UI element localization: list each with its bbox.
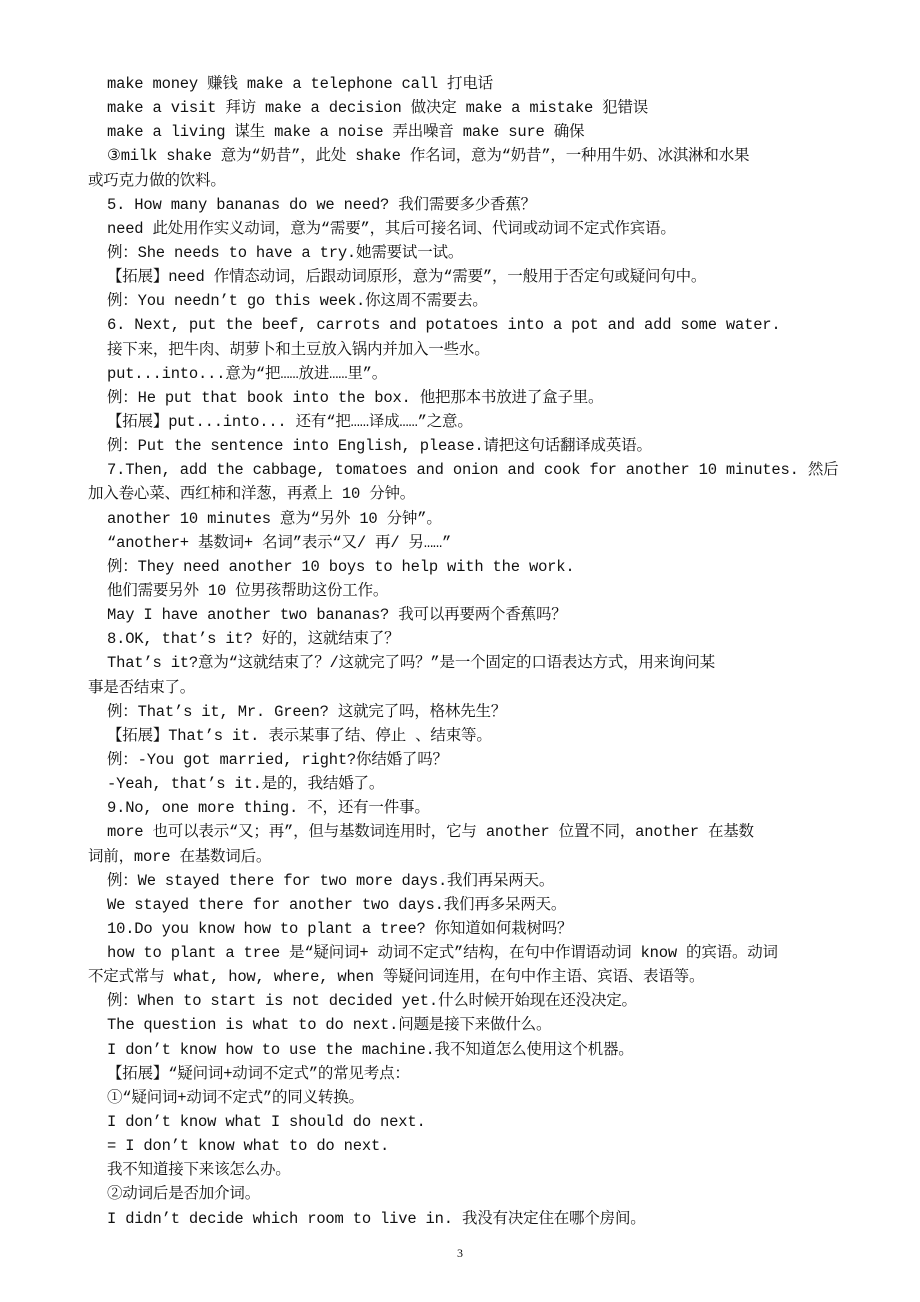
- text-line: 接下来，把牛肉、胡萝卜和土豆放入锅内并加入一些水。: [107, 340, 490, 359]
- text-line: 【拓展】put...into... 还有“把……译成……”之意。: [107, 412, 473, 431]
- text-line: more 也可以表示“又；再”，但与基数词连用时，它与 another 位置不同，another 在基数: [107, 823, 754, 842]
- text-line: = I don’t know what to do next.: [107, 1137, 390, 1156]
- text-line: 例：You needn’t go this week.你这周不需要去。: [107, 292, 488, 311]
- text-line: I don’t know how to use the machine.我不知道怎么使用这个机器。: [107, 1040, 634, 1059]
- text-line: The question is what to do next.问题是接下来做什么。: [107, 1016, 552, 1035]
- text-line: I didn’t decide which room to live in. 我没有决定住在哪个房间。: [107, 1209, 646, 1228]
- text-line: make a visit 拜访 make a decision 做决定 make a mistake 犯错误: [107, 99, 649, 118]
- text-line: That’s it?意为“这就结束了？/这就完了吗？”是一个固定的口语表达方式，用来询问某: [107, 654, 715, 673]
- text-line: 例：She needs to have a try.她需要试一试。: [107, 243, 464, 262]
- text-line: 6. Next, put the beef, carrots and potatoes into a pot and add some water.: [107, 316, 781, 335]
- text-line: We stayed there for another two days.我们再多呆两天。: [107, 895, 567, 914]
- text-line: 例：We stayed there for two more days.我们再呆两天。: [107, 871, 555, 890]
- document-body: [88, 72, 868, 1231]
- text-line: how to plant a tree 是“疑问词+ 动词不定式”结构，在句中作谓语动词 know 的宾语。动词: [107, 944, 778, 963]
- text-line: 加入卷心菜、西红柿和洋葱，再煮上 10 分钟。: [88, 485, 416, 504]
- text-line: May I have another two bananas? 我可以再要两个香蕉吗？: [107, 606, 567, 625]
- text-line: 例：Put the sentence into English, please.请把这句话翻译成英语。: [107, 437, 652, 456]
- text-line: “another+ 基数词+ 名词”表示“又/ 再/ 另……”: [107, 533, 452, 552]
- text-line: 8.OK, that’s it? 好的，这就结束了？: [107, 630, 400, 649]
- text-line: 【拓展】“疑问词+动词不定式”的常见考点：: [107, 1064, 410, 1083]
- text-line: -Yeah, that’s it.是的，我结婚了。: [107, 775, 385, 794]
- text-line: 5. How many bananas do we need? 我们需要多少香蕉？: [107, 195, 536, 214]
- text-line: 例：He put that book into the box. 他把那本书放进了盒子里。: [107, 388, 604, 407]
- text-line: I don’t know what I should do next.: [107, 1113, 426, 1132]
- text-line: 例：-You got married, right?你结婚了吗？: [107, 750, 448, 769]
- text-line: 10.Do you know how to plant a tree? 你知道如何栽树吗？: [107, 919, 573, 938]
- text-line: ①“疑问词+动词不定式”的同义转换。: [107, 1088, 364, 1107]
- text-line: 不定式常与 what, how, where, when 等疑问词连用，在句中作主语、宾语、表语等。: [88, 968, 705, 987]
- text-line: 例：That’s it, Mr. Green? 这就完了吗，格林先生？: [107, 702, 507, 721]
- text-line: 他们需要另外 10 位男孩帮助这份工作。: [107, 581, 389, 600]
- text-line: make money 赚钱 make a telephone call 打电话: [107, 75, 493, 93]
- text-line: 【拓展】need 作情态动词，后跟动词原形，意为“需要”，一般用于否定句或疑问句中。: [107, 268, 707, 287]
- text-line: 或巧克力做的饮料。: [88, 171, 226, 190]
- text-line: 9.No, one more thing. 不，还有一件事。: [107, 799, 430, 818]
- text-line: 词前，more 在基数词后。: [88, 847, 272, 866]
- text-line: 事是否结束了。: [88, 678, 196, 697]
- text-line: make a living 谋生 make a noise 弄出噪音 make sure 确保: [107, 123, 585, 142]
- text-line: 我不知道接下来该怎么办。: [107, 1161, 291, 1180]
- text-line: put...into...意为“把……放进……里”。: [107, 364, 388, 383]
- text-line: ③milk shake 意为“奶昔”，此处 shake 作名词，意为“奶昔”，一种用牛奶、冰淇淋和水果: [107, 147, 750, 166]
- text-line: need 此处用作实义动词，意为“需要”，其后可接名词、代词或动词不定式作宾语。: [107, 219, 676, 238]
- text-line: 7.Then, add the cabbage, tomatoes and onion and cook for another 10 minutes. 然后: [107, 461, 839, 480]
- page-number: 3: [457, 1246, 463, 1260]
- text-line: another 10 minutes 意为“另外 10 分钟”。: [107, 509, 442, 528]
- text-line: ②动词后是否加介词。: [107, 1185, 261, 1204]
- text-line: 例：When to start is not decided yet.什么时候开始现在还没决定。: [107, 992, 637, 1011]
- text-line: 【拓展】That’s it. 表示某事了结、停止 、结束等。: [107, 726, 492, 745]
- text-line: 例：They need another 10 boys to help with the work.: [107, 557, 575, 576]
